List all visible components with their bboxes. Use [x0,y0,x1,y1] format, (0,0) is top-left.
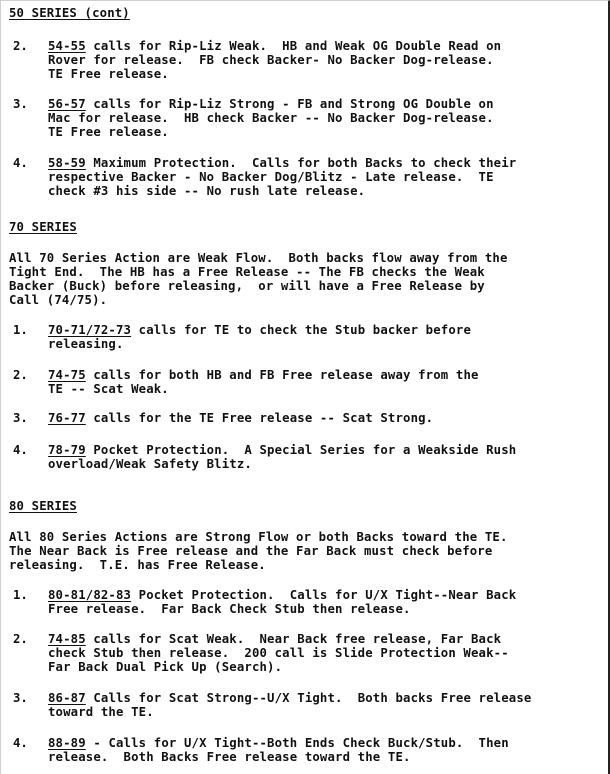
item-number: 1. [13,323,28,337]
play-code: 74-85 [48,632,86,646]
list-item-line: release. Both Backs Free release toward the TE. [48,750,411,764]
list-item-line: TE -- Scat Weak. [48,382,169,396]
item-number: 1. [13,588,28,602]
section-heading-70-series: 70 SERIES [9,220,77,234]
list-item-line: 74-75 calls for both HB and FB Free release away from the [48,368,479,382]
item-number: 4. [13,736,28,750]
list-item-line: respective Backer - No Backer Dog/Blitz - Late release. TE [48,170,494,184]
play-code: 70-71/72-73 [48,323,132,337]
list-item-line: check #3 his side -- No rush late release. [48,184,366,198]
list-item-line: 88-89 - Calls for U/X Tight--Both Ends Check Buck/Stub. Then [48,736,509,750]
list-item-line: 86-87 Calls for Scat Strong--U/X Tight. Both backs Free release [48,691,532,705]
list-item-line: 80-81/82-83 Pocket Protection. Calls for U/X Tight--Near Back [48,588,517,602]
item-number: 2. [13,368,28,382]
section-intro-line: releasing. T.E. has Free Release. [9,558,266,572]
list-item-line: 58-59 Maximum Protection. Calls for both Backs to check their [48,156,517,170]
play-code: 86-87 [48,691,86,705]
list-item-line: 54-55 calls for Rip-Liz Weak. HB and Weak OG Double Read on [48,39,502,53]
list-item-line: Mac for release. HB check Backer -- No Backer Dog-release. [48,111,494,125]
list-item-line: releasing. [48,337,124,351]
section-intro-line: All 70 Series Action are Weak Flow. Both backs flow away from the [9,251,508,265]
play-code: 76-77 [48,411,86,425]
list-item-line: Free release. Far Back Check Stub then release. [48,602,411,616]
play-code: 56-57 [48,97,86,111]
list-item-line: TE Free release. [48,67,169,81]
list-item-line: 70-71/72-73 calls for TE to check the Stub backer before [48,323,471,337]
section-intro-line: The Near Back is Free release and the Far Back must check before [9,544,493,558]
item-number: 3. [13,97,28,111]
play-code: 54-55 [48,39,86,53]
section-intro-line: Backer (Buck) before releasing, or will have a Free Release by [9,279,485,293]
play-code: 78-79 [48,443,86,457]
list-item-line: check Stub then release. 200 call is Slide Protection Weak-- [48,646,509,660]
list-item-line: 76-77 calls for the TE Free release -- Scat Strong. [48,411,434,425]
item-number: 2. [13,632,28,646]
item-number: 4. [13,156,28,170]
item-number: 3. [13,411,28,425]
item-number: 3. [13,691,28,705]
section-intro-line: Call (74/75). [9,293,108,307]
play-code: 74-75 [48,368,86,382]
section-heading-50-series: 50 SERIES (cont) [9,6,130,20]
play-code: 88-89 [48,736,86,750]
list-item-line: overload/Weak Safety Blitz. [48,457,252,471]
section-intro-line: All 80 Series Actions are Strong Flow or both Backs toward the TE. [9,530,508,544]
list-item-line: TE Free release. [48,125,169,139]
section-heading-80-series: 80 SERIES [9,499,77,513]
list-item-line: 74-85 calls for Scat Weak. Near Back free release, Far Back [48,632,502,646]
list-item-line: 78-79 Pocket Protection. A Special Series for a Weakside Rush [48,443,517,457]
section-intro-line: Tight End. The HB has a Free Release -- The FB checks the Weak [9,265,485,279]
list-item-line: Far Back Dual Pick Up (Search). [48,660,283,674]
list-item-line: Rover for release. FB check Backer- No Backer Dog-release. [48,53,494,67]
list-item-line: toward the TE. [48,705,154,719]
list-item-line: 56-57 calls for Rip-Liz Strong - FB and Strong OG Double on [48,97,494,111]
item-number: 4. [13,443,28,457]
item-number: 2. [13,39,28,53]
play-code: 80-81/82-83 [48,588,132,602]
play-code: 58-59 [48,156,86,170]
